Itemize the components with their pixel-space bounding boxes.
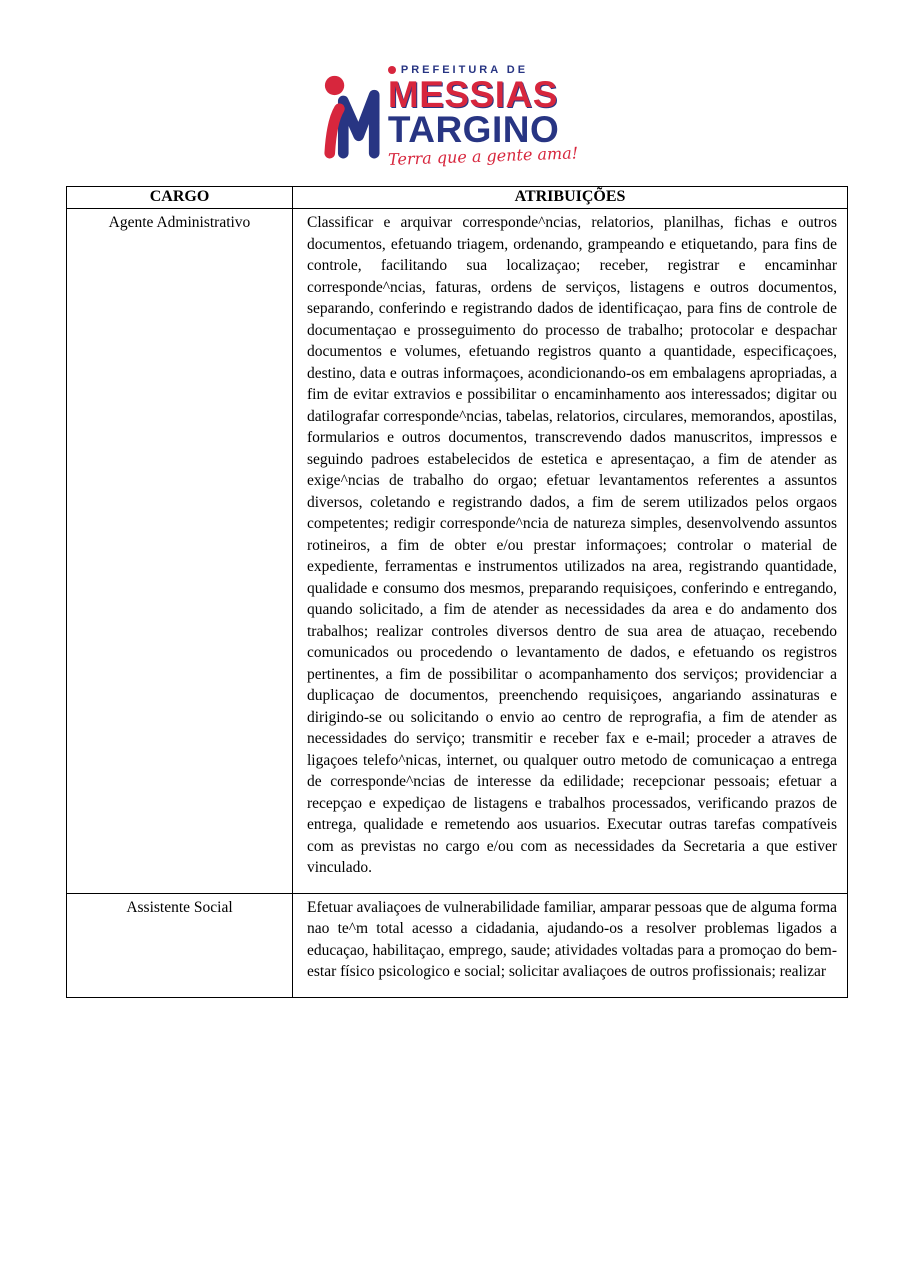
table-row: [67, 893, 848, 997]
logo-messias: MESSIAS: [387, 74, 558, 115]
cargo-cell: Assistente Social: [67, 893, 293, 997]
logo-targino: TARGINO: [387, 109, 560, 151]
atribuicoes-cell: Classificar e arquivar corresponde^ncias, relatorios, planilhas, fichas e outros documentos, efetuando triagem, ordenando, grampeando e etiquetando, para fins de controle, facilitando sua localizaçao; receber, registrar e encaminhar corresponde^ncias, faturas, ordens de serviços, listagens e outros documentos, separando, conferindo e registrando dados de identificaçao, para fins de controle de documentaçao e prosseguimento do processo de trabalho; protocolar e despachar documentos e volumes, efetuando registros quanto a quantidade, especificaçoes, destino, data e outras informaçoes, acondicionando-os em embalagens apropriadas, a fim de evitar extravios e possibilitar o encaminhamento aos interessados; digitar ou datilografar corresponde^ncias, tabelas, relatorios, circulares, memorandos, apostilas, formularios e outros documentos, transcrevendo dados manuscritos, impressos e seguindo padroes estabelecidos de estetica e apresentaçao, a fim de atender as exige^ncias de trabalho do orgao; efetuar levantamentos referentes a assuntos diversos, coletando e registrando dados, a fim de serem utilizados pelos orgaos competentes; redigir corresponde^ncia de natureza simples, desenvolvendo assuntos rotineiros, a fim de obter e/ou prestar informaçoes; controlar o material de expediente, ferramentas e instrumentos utilizados na area, registrando quantidade, qualidade e consumo dos mesmos, preparando requisiçoes, conferindo e entregando, quando solicitado, a fim de atender as necessidades da area e do andamento dos trabalhos; realizar controles diversos dentro de sua area de atuaçao, recebendo comunicados ou procedendo o levantamento de dados, e efetuando os registros pertinentes, a fim de possibilitar o acompanhamento dos serviços; providenciar a duplicaçao de documentos, preenchendo requisiçoes, angariando assinaturas e dirigindo-se ou solicitando o envio ao centro de reprografia, a fim de atender as necessidades do serviço; transmitir e receber fax e e-mail; proceder a atraves de ligaçoes telefo^nicas, internet, ou qualquer outro metodo de comunicaçao a entrega de corresponde^ncias de interesse da edilidade; recepcionar pessoais; efetuar a recepçao e expediçao de listagens e trabalhos processados, verificando prazos de entrega, qualidade e remetendo aos usuarios. Executar outras tarefas compatíveis com as previstas no cargo e/ou com as necessidades da Secretaria a que estiver vinculado.: [293, 209, 848, 894]
cargo-atribuicoes-table-wrap: [66, 186, 848, 998]
table-row: [67, 209, 848, 894]
col-header-atribuicoes: ATRIBUIÇÕES: [293, 187, 848, 209]
messias-targino-logo: [0, 64, 900, 169]
logo-tagline: Terra que a gente ama!: [387, 143, 579, 170]
cargo-atribuicoes-table: [66, 186, 848, 998]
logo-dot-icon: [388, 66, 396, 74]
logo-prefeitura-de-label: PREFEITURA DE: [400, 64, 529, 76]
atribuicoes-cell: Efetuar avaliaçoes de vulnerabilidade familiar, amparar pessoas que de alguma forma nao te^m total acesso a cidadania, ajudando-os a resolver problemas ligados a educaçao, habilitaçao, emprego, saude; atividades voltadas para a promoçao do bem-estar físico psicologico e social; solicitar avaliaçoes de outros profissionais; realizar: [293, 893, 848, 997]
cargo-cell: Agente Administrativo: [67, 209, 293, 894]
table-header-row: [67, 187, 848, 209]
logo-text-block: [388, 64, 578, 169]
logo-m-icon: [322, 66, 380, 162]
col-header-cargo: CARGO: [67, 187, 293, 209]
